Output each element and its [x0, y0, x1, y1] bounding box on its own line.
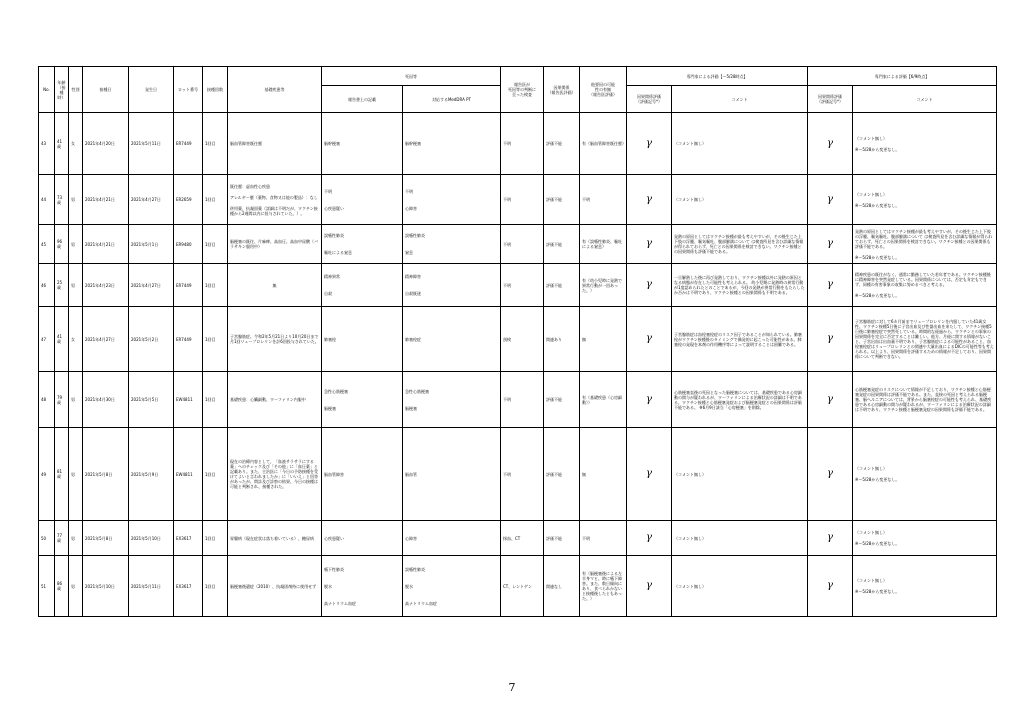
cell-meddra-pt-line: 脳血管 [405, 471, 417, 477]
cell-basis: 剖検 [501, 307, 544, 372]
table-row [39, 225, 997, 264]
cell-underlying-line: 併用薬、抗凝固薬（詳細は不明だが、ワクチン接種から2週間以内に投与されていた。）。 [230, 205, 318, 216]
cell-underlying-line: 既往歴：虚血性心疾患 [230, 183, 270, 189]
header-no: No. [39, 67, 55, 113]
cell-meddra-pt [403, 428, 501, 521]
table-row [39, 372, 997, 428]
cell-causality-symbol-2: γ [808, 428, 853, 521]
cell-report-term-line: 脳血管障害 [324, 471, 344, 477]
cell-dose: 1回目 [203, 372, 228, 428]
cell-underlying-line: 子宮腺筋症。令和2年5月21日より10月20日まで月1回リュープロレリンを計6回投与されていた。 [230, 334, 319, 344]
cell-dose: 1回目 [203, 113, 228, 175]
cell-other-cause: 有（脳血管障害既往歴） [580, 113, 627, 175]
cell-comment-2-line: 心筋梗塞発症のリスクについて情報が不足しており、ワクチン接種と心筋梗塞発症の因果関係は評価不能である。また、直接の死因と考えられる脳梗塞、脳ヘルニアについては、背景から脳塞栓症の可能性も考えられ、基礎疾患である心房細動の関与が疑われるが、ワーファリンによる治療状況の詳細は不明であり、ワクチン接種と脳梗塞発症の因果関係も評価不能である。 [855, 387, 992, 412]
cell-basis: 不明 [501, 264, 544, 307]
cell-vaccination-date: 2021年4月23日 [83, 264, 129, 307]
header-meddra: 対応するMedDRA PT [403, 86, 501, 113]
cell-meddra-pt-line: 脱水 [405, 583, 413, 589]
cell-comment-2 [853, 428, 997, 521]
header-lot: ロット番号 [174, 67, 203, 113]
cell-report-term-line: 精神異常 [324, 274, 340, 279]
cell-report-term [322, 428, 403, 521]
cell-sex: 女 [69, 113, 83, 175]
table-row [39, 264, 997, 307]
cell-causality-symbol-1: γ [627, 428, 672, 521]
cell-comment-2-line: ※～5/28から変更なし。 [855, 146, 900, 152]
cell-report-term [322, 521, 403, 556]
cell-meddra-pt-line: 誤嚥性肺炎 [405, 566, 425, 572]
cell-report-term-line: 嘔吐による窒息 [324, 250, 352, 255]
cell-comment-2-line: （コメント無し） [855, 135, 888, 141]
cell-comment-2 [853, 556, 997, 617]
header-vaccination-date: 接種日 [83, 67, 129, 113]
cell-causality-reporter: 評価不能 [544, 521, 580, 556]
cell-age: 73歳 [55, 175, 69, 225]
cell-comment-1: （コメント無し） [672, 428, 808, 521]
cell-comment-2 [853, 521, 997, 556]
cell-no: 45 [39, 225, 55, 264]
cell-lot: ER7449 [174, 307, 203, 372]
header-causality-reporter: 因果関係 （報告医評価） [544, 67, 580, 113]
cell-other-cause: 不明 [580, 175, 627, 225]
cell-comment-2 [853, 264, 997, 307]
cell-causality-symbol-2: γ [808, 372, 853, 428]
cell-comment-1: 子宮腺筋症は血栓塞栓症のリスク因子であることが知られている。肺塞栓がワクチン接種後のタイミングで偶発的に起こった可能性がある。肺塞栓の発現を本剤の作用機序等によって説明することは困難である。 [672, 307, 808, 372]
cell-causality-symbol-2: γ [808, 521, 853, 556]
cell-dose: 1回目 [203, 264, 228, 307]
cell-underlying-line: 脳梗塞の既往、片麻痺、高血圧、高血中尿酸（バラサキン服用中） [230, 239, 318, 249]
table-row [39, 556, 997, 617]
cell-no: 44 [39, 175, 55, 225]
cell-sex: 男 [69, 372, 83, 428]
cell-lot: ER7449 [174, 113, 203, 175]
cell-report-term [322, 225, 403, 264]
cell-meddra-pt-line: 誤嚥性肺炎 [405, 233, 425, 238]
cell-comment-2-line: （コメント無し） [855, 466, 888, 471]
cell-lot: ER7449 [174, 264, 203, 307]
cell-comment-2 [853, 175, 997, 225]
cell-meddra-pt-line: 精神障害 [405, 274, 421, 279]
cell-causality-reporter: 評価不能 [544, 428, 580, 521]
cell-onset-date: 2021年4月27日 [129, 175, 174, 225]
cell-onset-date: 2021年5月11日 [129, 556, 174, 617]
cell-dose: 1回目 [203, 307, 228, 372]
cell-lot: EW4811 [174, 428, 203, 521]
cell-comment-2-line: 発熱の原因としてはワクチン接種が最も考えやすいが、その後生じた上下肢の浮腫、嘔気嘔吐、腹部膨満について は検査所見を含む詳細な情報が得られておらず、死亡との因果関係を検討できない。ワクチン接種との因果関係も評価不能である。 [855, 228, 993, 249]
cell-comment-2 [853, 372, 997, 428]
cell-causality-symbol-2: γ [808, 307, 853, 372]
cell-meddra-pt-line: 不明 [405, 188, 413, 194]
cell-report-term-line: 高ナトリウム血症 [324, 600, 356, 606]
cell-causality-symbol-2: γ [808, 264, 853, 307]
cell-age: 96歳 [55, 225, 69, 264]
cell-report-term-line: 不明 [324, 188, 332, 194]
cell-vaccination-date: 2021年5月8日 [83, 521, 129, 556]
cell-lot: EX3617 [174, 556, 203, 617]
cell-basis: 不明 [501, 428, 544, 521]
cell-dose: 1回目 [203, 225, 228, 264]
cell-causality-reporter: 評価不能 [544, 175, 580, 225]
cell-sex: 男 [69, 264, 83, 307]
cell-comment-1: 心筋梗塞直後の死因となった脳梗塞については、基礎疾患である心房細動の関与が疑われるが、ワーファリンによる治療状況の詳細は不明である。ワクチン接種と心筋梗塞発症および脳梗塞発症との因果関係は評価不能である。 ※6月9日該当「心房梗塞」を削除。 [672, 372, 808, 428]
cell-basis: 不明 [501, 175, 544, 225]
cell-comment-2 [853, 225, 997, 264]
cell-meddra-pt-line: 脳梗塞 [405, 405, 417, 411]
cell-causality-symbol-1: γ [627, 521, 672, 556]
header-causality-eval-1: 因果関係評価 （評価記号*） [627, 86, 672, 113]
cell-meddra-pt-line: 高ナトリウム血症 [405, 600, 437, 606]
cell-basis: CT、レントゲン [501, 556, 544, 617]
cell-causality-reporter: 関連なし [544, 556, 580, 617]
cell-comment-2-line: 精神疾患の既往がなく、通常に勤務していた若年者である。ワクチン接種後に精神障害を突然発症している。因果関係については、否定も肯定もできず、同種の有害事象の収集に努めるべきと考える。 [855, 272, 991, 287]
cell-causality-symbol-1: γ [627, 225, 672, 264]
cell-meddra-pt [403, 113, 501, 175]
cell-age: 79歳 [55, 372, 69, 428]
cell-meddra-pt [403, 225, 501, 264]
cell-meddra-pt-line: 脳幹梗塞 [405, 141, 421, 146]
table-row [39, 307, 997, 372]
cell-causality-symbol-1: γ [627, 556, 672, 617]
cell-underlying [228, 225, 322, 264]
cell-comment-1: （コメント無し） [672, 556, 808, 617]
cell-comment-2-line: （コメント無し） [855, 530, 888, 535]
header-comment-1: コメント [672, 86, 808, 113]
cell-onset-date: 2021年5月10日 [129, 521, 174, 556]
cell-comment-1: （コメント無し） [672, 113, 808, 175]
cell-other-cause: 無 [580, 428, 627, 521]
cell-comment-1: 発熱の原因としてはワクチン接種が最も考えやすいが、その後生じた上下肢の浮腫、嘔気嘔吐、腹部膨満について は検査所見を含む詳細な情報が得られておらず、死亡との因果関係を検討できない。ワクチン接種との因果関係も評価不能である。 [672, 225, 808, 264]
cell-report-term-line: 脳梗塞 [324, 405, 336, 411]
cell-onset-date: 2021年5月11日 [129, 113, 174, 175]
cell-vaccination-date: 2021年4月21日 [83, 175, 129, 225]
cell-report-term [322, 175, 403, 225]
cell-meddra-pt [403, 307, 501, 372]
cell-underlying-line: 胃腸病（現在症状は落ち着いている）、糖尿病 [230, 535, 314, 541]
cell-sex: 男 [69, 175, 83, 225]
cell-comment-2-line: （コメント無し） [855, 191, 888, 197]
cell-other-cause: 有（誤嚥性肺炎、嘔吐による窒息） [580, 225, 627, 264]
cell-lot: ER2659 [174, 175, 203, 225]
cell-report-term-line: 脳幹梗塞 [324, 141, 340, 146]
cell-causality-symbol-1: γ [627, 175, 672, 225]
cell-underlying [228, 175, 322, 225]
cell-meddra-pt [403, 556, 501, 617]
cell-underlying-line: 現在の治療内容として、「血液サラサラにする薬」へのチェック及び「その他」に「血圧薬」と記載あり。また、主治医に「今日の予防接種を受けてよいと言われましたか」に「いいえ」と回答があったが、問診及び診察の結果、今日の接種は可能と判断され、接種された。 [230, 459, 318, 489]
cell-underlying-line: 基礎疾患：心臓細動、ワーファリン内服中 [230, 397, 306, 402]
cell-meddra-pt-line: 心障害 [405, 205, 417, 211]
cell-underlying [228, 372, 322, 428]
header-dose: 接種回数 [203, 67, 228, 113]
cell-sex: 男 [69, 225, 83, 264]
cell-meddra-pt-line: 肺塞栓症 [405, 336, 421, 342]
cell-vaccination-date: 2021年4月20日 [83, 113, 129, 175]
cell-other-cause: 無 [580, 307, 627, 372]
cell-basis: 不明 [501, 372, 544, 428]
cell-comment-2-line: ※～5/28から変更なし。 [855, 202, 900, 208]
cell-report-term-line: 脱水 [324, 583, 332, 589]
cell-age: 81歳 [55, 428, 69, 521]
cell-sex: 女 [69, 307, 83, 372]
cell-causality-symbol-1: γ [627, 372, 672, 428]
cell-other-cause: 有（脳梗塞後による左半身マヒ、時に嚥下障害。また、数日傾向にあり、食べられかないと接種後したともあった。） [580, 556, 627, 617]
cell-onset-date: 2021年5月9日 [129, 428, 174, 521]
cell-report-term-line: 急性心筋梗塞 [324, 388, 348, 394]
cell-report-term [322, 307, 403, 372]
header-expert-phase1: 専門家による評価【～5/28時点】 [627, 67, 808, 86]
adverse-event-table [38, 66, 997, 617]
cell-onset-date: 2021年5月2日 [129, 307, 174, 372]
cell-vaccination-date: 2021年5月10日 [83, 556, 129, 617]
cell-report-term [322, 556, 403, 617]
cell-underlying [228, 521, 322, 556]
cell-causality-symbol-1: γ [627, 307, 672, 372]
cell-report-term [322, 372, 403, 428]
cell-no: 49 [39, 428, 55, 521]
header-cause-of-death: 死因等 [322, 67, 501, 86]
cell-age: 77歳 [55, 521, 69, 556]
cell-lot: EX3617 [174, 521, 203, 556]
cell-other-cause: 有（基礎疾患（心房細動）） [580, 372, 627, 428]
cell-report-term-line: 肺塞栓 [324, 336, 336, 342]
cell-comment-2-line: 子宮腺筋症に対して6カ月前までリュープロレリンを内服していた41歳女性。ワクチン接種5日後に子宮出血及び性器出血を来たして、ワクチン接種5日後に肺塞栓症で突然死している。時間的な経過から、ワクチンとの事象の因果関係を完全に否定することは難しい。他方、月経に関する情報がないこと、子宮出血は出血量不明であり、子宮腺筋症による可能性があること、血栓塞栓症はリュープロレリンとの関連や大量出血によるDICの可能性等も考えられる。以上より、因果関係を評価するための情報が不足しており、因果関係について判断できない。 [855, 319, 994, 359]
cell-meddra-pt [403, 264, 501, 307]
cell-report-term-line: 嚥下性肺炎 [324, 566, 344, 572]
cell-causality-reporter: 関連あり [544, 307, 580, 372]
cell-causality-symbol-1: γ [627, 113, 672, 175]
cell-underlying: 脳血管障害既往歴 [228, 113, 322, 175]
cell-meddra-pt [403, 521, 501, 556]
cell-lot: ER9480 [174, 225, 203, 264]
header-expert-phase2: 専門家による評価【6/9時点】 [808, 67, 997, 86]
page-number: 7 [508, 681, 516, 694]
cell-causality-symbol-2: γ [808, 225, 853, 264]
cell-report-term [322, 113, 403, 175]
header-underlying: 基礎疾患等 [228, 67, 322, 113]
cell-basis: 不明 [501, 113, 544, 175]
cell-comment-2 [853, 307, 997, 372]
cell-causality-symbol-1: γ [627, 264, 672, 307]
cell-underlying [228, 428, 322, 521]
cell-no: 47 [39, 307, 55, 372]
cell-comment-2-line: ※～5/28から変更なし。 [855, 254, 900, 260]
cell-report-term-line: 心疾患疑い [324, 205, 344, 211]
cell-sex: 男 [69, 556, 83, 617]
cell-causality-symbol-2: γ [808, 175, 853, 225]
cell-underlying [228, 307, 322, 372]
cell-comment-2-line: ※～5/28から変更なし。 [855, 541, 900, 546]
cell-underlying-line: アレルギー歴（薬物、食物又は他の製品）：なし [230, 194, 318, 200]
cell-vaccination-date: 2021年4月21日 [83, 225, 129, 264]
cell-dose: 1回目 [203, 521, 228, 556]
cell-comment-2-line: ※～5/28から変更なし。 [855, 293, 900, 298]
cell-age: 41歳 [55, 307, 69, 372]
cell-meddra-pt [403, 175, 501, 225]
cell-age: 86歳 [55, 556, 69, 617]
cell-report-term-line: 心疾患疑い [324, 535, 344, 541]
cell-report-term [322, 264, 403, 307]
cell-basis: 採血、CT [501, 521, 544, 556]
cell-no: 46 [39, 264, 55, 307]
cell-underlying-line: 脳梗塞後遺症（2010）、抗凝固剤持に使用せず [230, 583, 317, 589]
cell-causality-reporter: 評価不能 [544, 264, 580, 307]
cell-meddra-pt-line: 窒息 [405, 250, 413, 255]
cell-sex: 男 [69, 521, 83, 556]
header-comment-2: コメント [853, 86, 997, 113]
table-row [39, 428, 997, 521]
cell-dose: 1回目 [203, 556, 228, 617]
cell-causality-reporter: 評価不能 [544, 372, 580, 428]
cell-vaccination-date: 2021年5月8日 [83, 428, 129, 521]
cell-comment-1: 一旦解熱した後に再び発熱しており、ワクチン接種以外に発熱の原因となる病態が存在した可能性も考えられる。 幼小児期に発熱時の異常行動が1度認められたとのことであるが、今回の発熱が異常行動をもたらしたか否かは不明であり、ワクチン接種との因果関係も不明である。 [672, 264, 808, 307]
cell-other-cause: 有（幼小児時に発熱で異常行動が一回あった。） [580, 264, 627, 307]
cell-sex: 男 [69, 428, 83, 521]
cell-dose: 1回目 [203, 428, 228, 521]
cell-causality-reporter: 評価不能 [544, 225, 580, 264]
cell-onset-date: 2021年4月27日 [129, 264, 174, 307]
cell-causality-reporter: 評価不能 [544, 113, 580, 175]
cell-basis: 不明 [501, 225, 544, 264]
cell-vaccination-date: 2021年4月27日 [83, 307, 129, 372]
cell-no: 51 [39, 556, 55, 617]
cell-other-cause: 不明 [580, 521, 627, 556]
table-row [39, 113, 997, 175]
header-sex: 性別 [69, 67, 83, 113]
header-onset-date: 発生日 [129, 67, 174, 113]
cell-meddra-pt [403, 372, 501, 428]
header-basis: 報告医が 死因等の判断に 至った検査 [501, 67, 544, 113]
cell-onset-date: 2021年5月1日 [129, 225, 174, 264]
cell-comment-2 [853, 113, 997, 175]
cell-causality-symbol-2: γ [808, 113, 853, 175]
cell-comment-1: （コメント無し） [672, 521, 808, 556]
cell-comment-2-line: ※～5/28から変更なし。 [855, 589, 900, 594]
cell-no: 48 [39, 372, 55, 428]
cell-lot: EW4811 [174, 372, 203, 428]
header-causality-eval-2: 因果関係評価 （評価記号*） [808, 86, 853, 113]
cell-meddra-pt-line: 急性心筋梗塞 [405, 388, 429, 394]
cell-onset-date: 2021年5月5日 [129, 372, 174, 428]
table-row [39, 521, 997, 556]
header-report-term: 報告書上の記載 [322, 86, 403, 113]
cell-meddra-pt-line: 自殺既遂 [405, 291, 421, 296]
cell-comment-1: （コメント無し） [672, 175, 808, 225]
cell-comment-2-line: （コメント無し） [855, 578, 888, 583]
cell-report-term-line: 誤嚥性肺炎 [324, 233, 344, 238]
cell-age: 41歳 [55, 113, 69, 175]
cell-underlying [228, 556, 322, 617]
cell-dose: 1回目 [203, 175, 228, 225]
cell-causality-symbol-2: γ [808, 556, 853, 617]
cell-report-term-line: 自殺 [324, 291, 332, 296]
table-row [39, 175, 997, 225]
cell-no: 43 [39, 113, 55, 175]
cell-meddra-pt-line: 心障害 [405, 535, 417, 541]
header-other-cause: 他要因の可能 性の有無 （報告医評価） [580, 67, 627, 113]
cell-underlying: 無 [228, 264, 322, 307]
cell-age: 25歳 [55, 264, 69, 307]
cell-comment-2-line: ※～5/28から変更なし。 [855, 477, 900, 482]
cell-no: 50 [39, 521, 55, 556]
cell-vaccination-date: 2021年4月30日 [83, 372, 129, 428]
header-age: 年齢 （接種 時） [55, 67, 69, 113]
